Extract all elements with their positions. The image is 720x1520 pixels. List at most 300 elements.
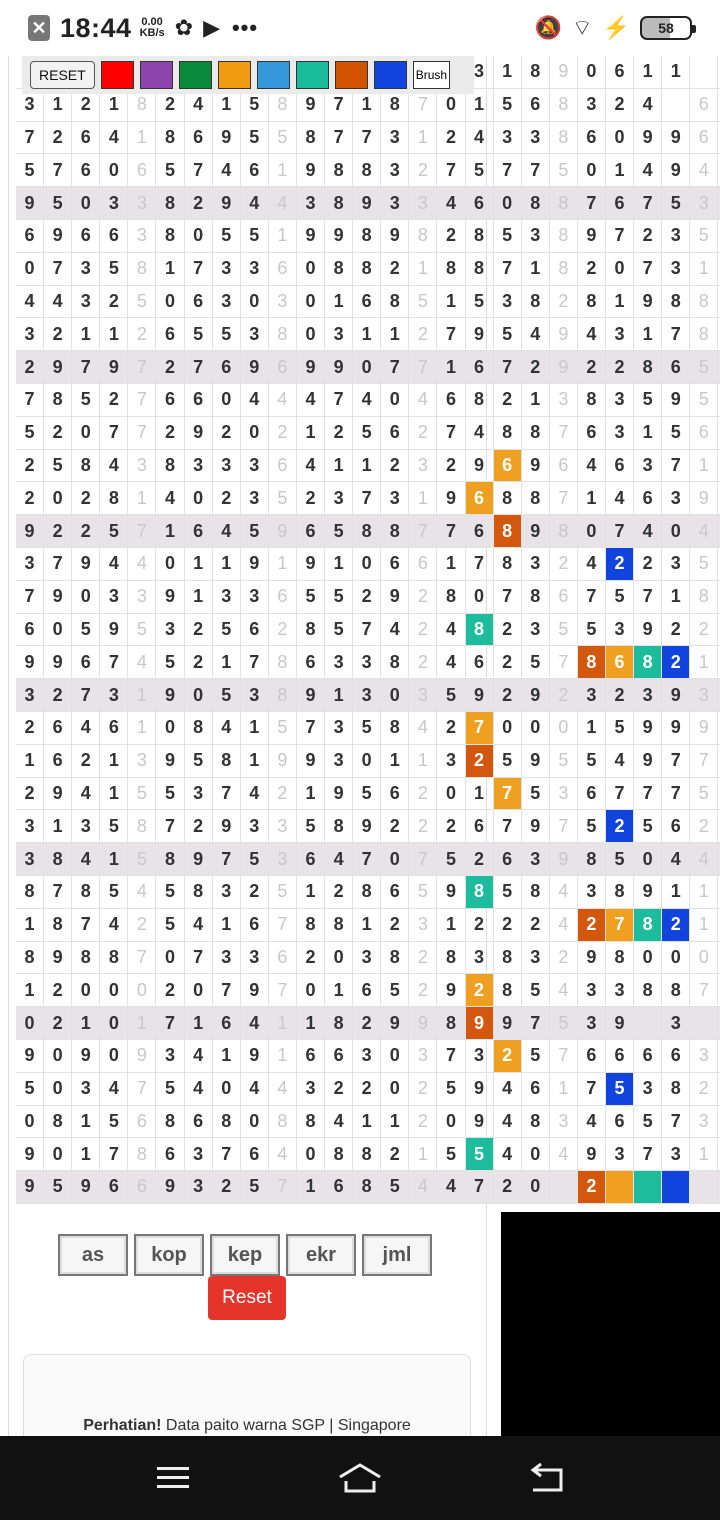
grid-cell[interactable]: 5 — [16, 417, 44, 449]
grid-cell[interactable]: 1 — [269, 1007, 297, 1039]
swatch-darkorange[interactable] — [335, 61, 368, 89]
grid-cell[interactable]: 6 — [466, 810, 494, 842]
grid-cell[interactable]: 2 — [690, 1073, 718, 1105]
grid-cell[interactable]: 2 — [578, 253, 606, 285]
swatch-blue[interactable] — [374, 61, 407, 89]
grid-cell[interactable]: 7 — [241, 646, 269, 678]
grid-cell[interactable]: 5 — [494, 876, 522, 908]
grid-cell[interactable]: 0 — [156, 548, 184, 580]
grid-cell[interactable]: 8 — [690, 318, 718, 350]
grid-cell[interactable]: 9 — [241, 1040, 269, 1072]
grid-cell[interactable]: 2 — [409, 778, 437, 810]
grid-cell[interactable]: 2 — [634, 220, 662, 252]
grid-cell[interactable]: 8 — [325, 253, 353, 285]
grid-cell[interactable]: 2 — [16, 778, 44, 810]
grid-cell[interactable]: 8 — [269, 679, 297, 711]
grid-cell[interactable]: 9 — [297, 220, 325, 252]
grid-cell[interactable]: 1 — [466, 778, 494, 810]
grid-cell[interactable]: 1 — [634, 417, 662, 449]
grid-cell[interactable]: 3 — [16, 843, 44, 875]
grid-cell[interactable]: 2 — [381, 810, 409, 842]
grid-cell[interactable]: 4 — [241, 1007, 269, 1039]
grid-cell[interactable]: 3 — [213, 450, 241, 482]
grid-cell[interactable]: 9 — [522, 745, 550, 777]
grid-cell[interactable]: 5 — [185, 745, 213, 777]
grid-cell[interactable]: 9 — [269, 515, 297, 547]
grid-cell[interactable]: 3 — [662, 1007, 690, 1039]
grid-cell[interactable]: 1 — [353, 318, 381, 350]
grid-cell[interactable]: 8 — [156, 122, 184, 154]
as-button[interactable]: as — [58, 1234, 128, 1276]
grid-cell[interactable]: 5 — [213, 220, 241, 252]
grid-cell[interactable]: 6 — [128, 154, 156, 186]
grid-cell[interactable]: 6 — [297, 646, 325, 678]
grid-cell[interactable]: 7 — [156, 1007, 184, 1039]
grid-cell[interactable]: 9 — [662, 154, 690, 186]
grid-cell[interactable]: 1 — [409, 253, 437, 285]
grid-cell[interactable]: 4 — [381, 614, 409, 646]
grid-cell[interactable]: 5 — [494, 318, 522, 350]
grid-cell[interactable]: 7 — [269, 974, 297, 1006]
grid-cell[interactable]: 6 — [213, 351, 241, 383]
grid-cell[interactable]: 9 — [297, 351, 325, 383]
grid-cell[interactable]: 6 — [269, 450, 297, 482]
grid-cell[interactable]: 8 — [72, 876, 100, 908]
grid-cell[interactable]: 9 — [156, 679, 184, 711]
grid-cell[interactable]: 6 — [269, 942, 297, 974]
grid-cell[interactable]: 2 — [550, 286, 578, 318]
grid-cell[interactable]: 6 — [466, 351, 494, 383]
grid-cell[interactable]: 3 — [213, 876, 241, 908]
grid-cell[interactable]: 5 — [662, 187, 690, 219]
grid-cell[interactable]: 9 — [690, 482, 718, 514]
grid-cell[interactable]: 3 — [128, 220, 156, 252]
grid-cell[interactable]: 7 — [213, 974, 241, 1006]
grid-cell[interactable]: 2 — [185, 187, 213, 219]
grid-cell[interactable]: 3 — [606, 417, 634, 449]
grid-cell[interactable]: 4 — [241, 384, 269, 416]
grid-cell[interactable]: 2 — [16, 482, 44, 514]
grid-cell[interactable]: 8 — [213, 745, 241, 777]
grid-cell[interactable]: 9 — [550, 843, 578, 875]
grid-cell[interactable]: 9 — [662, 712, 690, 744]
grid-cell[interactable]: 7 — [16, 384, 44, 416]
grid-cell[interactable]: 7 — [128, 384, 156, 416]
grid-cell[interactable]: 9 — [550, 318, 578, 350]
grid-cell[interactable]: 6 — [634, 482, 662, 514]
grid-cell[interactable]: 7 — [353, 614, 381, 646]
grid-cell[interactable]: 2 — [466, 974, 494, 1006]
grid-cell[interactable]: 5 — [100, 515, 128, 547]
grid-cell[interactable]: 2 — [297, 942, 325, 974]
grid-cell[interactable]: 5 — [241, 1171, 269, 1203]
grid-cell[interactable]: 5 — [213, 614, 241, 646]
grid-cell[interactable]: 9 — [381, 220, 409, 252]
grid-cell[interactable]: 6 — [550, 581, 578, 613]
grid-cell[interactable]: 2 — [550, 679, 578, 711]
grid-cell[interactable]: 9 — [297, 89, 325, 121]
grid-cell[interactable]: 3 — [185, 778, 213, 810]
grid-cell[interactable]: 6 — [466, 646, 494, 678]
grid-cell[interactable]: 8 — [550, 515, 578, 547]
grid-cell[interactable]: 7 — [44, 876, 72, 908]
grid-cell[interactable]: 9 — [437, 974, 465, 1006]
grid-cell[interactable]: 7 — [690, 974, 718, 1006]
grid-cell[interactable]: 6 — [185, 122, 213, 154]
grid-cell[interactable]: 3 — [522, 122, 550, 154]
grid-cell[interactable]: 0 — [72, 417, 100, 449]
grid-cell[interactable]: 5 — [634, 1106, 662, 1138]
grid-cell[interactable]: 0 — [381, 843, 409, 875]
grid-cell[interactable]: 5 — [100, 810, 128, 842]
grid-cell[interactable]: 2 — [128, 318, 156, 350]
grid-cell[interactable]: 3 — [353, 1040, 381, 1072]
grid-cell[interactable]: 9 — [522, 810, 550, 842]
grid-cell[interactable]: 1 — [522, 384, 550, 416]
grid-cell[interactable]: 7 — [213, 1138, 241, 1170]
kop-button[interactable]: kop — [134, 1234, 204, 1276]
grid-cell[interactable]: 4 — [437, 614, 465, 646]
grid-cell[interactable]: 4 — [213, 515, 241, 547]
grid-cell[interactable]: 1 — [353, 1106, 381, 1138]
grid-cell[interactable]: 1 — [353, 909, 381, 941]
grid-cell[interactable]: 3 — [128, 450, 156, 482]
grid-cell[interactable]: 4 — [128, 646, 156, 678]
grid-cell[interactable]: 5 — [522, 646, 550, 678]
grid-cell[interactable]: 9 — [156, 1171, 184, 1203]
grid-cell[interactable]: 3 — [325, 646, 353, 678]
grid-cell[interactable]: 8 — [550, 220, 578, 252]
grid-cell[interactable]: 2 — [72, 745, 100, 777]
grid-cell[interactable]: 7 — [662, 778, 690, 810]
grid-cell[interactable]: 1 — [185, 548, 213, 580]
grid-cell[interactable]: 5 — [44, 187, 72, 219]
grid-cell[interactable]: 6 — [325, 1171, 353, 1203]
grid-cell[interactable]: 1 — [100, 89, 128, 121]
grid-cell[interactable]: 2 — [269, 417, 297, 449]
grid-cell[interactable]: 3 — [353, 942, 381, 974]
grid-cell[interactable]: 8 — [44, 909, 72, 941]
grid-cell[interactable]: 2 — [353, 1073, 381, 1105]
grid-cell[interactable]: 9 — [466, 1106, 494, 1138]
grid-cell[interactable]: 5 — [690, 384, 718, 416]
grid-cell[interactable]: 2 — [606, 89, 634, 121]
grid-cell[interactable]: 8 — [494, 417, 522, 449]
grid-cell[interactable]: 9 — [241, 974, 269, 1006]
grid-cell[interactable]: 1 — [494, 56, 522, 88]
grid-cell[interactable]: 2 — [690, 614, 718, 646]
grid-cell[interactable]: 6 — [353, 286, 381, 318]
grid-cell[interactable]: 0 — [690, 942, 718, 974]
grid-cell[interactable]: 3 — [634, 450, 662, 482]
grid-cell[interactable]: 8 — [409, 220, 437, 252]
grid-cell[interactable]: 2 — [381, 1138, 409, 1170]
grid-cell[interactable]: 5 — [690, 351, 718, 383]
grid-cell[interactable]: 4 — [213, 154, 241, 186]
grid-cell[interactable]: 1 — [409, 745, 437, 777]
grid-cell[interactable]: 2 — [437, 810, 465, 842]
grid-cell[interactable]: 7 — [128, 515, 156, 547]
grid-cell[interactable]: 0 — [522, 1171, 550, 1203]
grid-cell[interactable]: 0 — [437, 1106, 465, 1138]
grid-cell[interactable]: 2 — [381, 253, 409, 285]
grid-cell[interactable]: 8 — [156, 1106, 184, 1138]
grid-cell[interactable]: 6 — [578, 1040, 606, 1072]
grid-cell[interactable]: 6 — [381, 876, 409, 908]
grid-cell[interactable]: 2 — [44, 122, 72, 154]
grid-cell[interactable]: 0 — [662, 942, 690, 974]
grid-cell[interactable]: 0 — [213, 384, 241, 416]
grid-cell[interactable]: 9 — [325, 778, 353, 810]
grid-cell[interactable]: 5 — [578, 745, 606, 777]
grid-cell[interactable]: 7 — [16, 581, 44, 613]
grid-cell[interactable]: 5 — [466, 286, 494, 318]
grid-cell[interactable]: 2 — [128, 909, 156, 941]
grid-cell[interactable]: 3 — [297, 1073, 325, 1105]
grid-cell[interactable]: 9 — [325, 220, 353, 252]
grid-cell[interactable]: 1 — [634, 318, 662, 350]
grid-cell[interactable]: 0 — [297, 974, 325, 1006]
grid-cell[interactable]: 9 — [16, 1171, 44, 1203]
grid-cell[interactable]: 7 — [606, 220, 634, 252]
grid-cell[interactable]: 2 — [578, 351, 606, 383]
grid-cell[interactable]: 3 — [185, 1171, 213, 1203]
grid-cell[interactable]: 0 — [72, 974, 100, 1006]
grid-cell[interactable]: 4 — [156, 482, 184, 514]
grid-cell[interactable]: 2 — [662, 614, 690, 646]
grid-cell[interactable]: 9 — [213, 187, 241, 219]
grid-cell[interactable]: 8 — [128, 810, 156, 842]
grid-cell[interactable]: 8 — [437, 581, 465, 613]
grid-cell[interactable]: 3 — [16, 548, 44, 580]
grid-cell[interactable]: 8 — [269, 1106, 297, 1138]
grid-cell[interactable]: 0 — [662, 515, 690, 547]
grid-cell[interactable]: 1 — [213, 1040, 241, 1072]
grid-cell[interactable]: 5 — [550, 1007, 578, 1039]
grid-cell[interactable]: 7 — [634, 253, 662, 285]
grid-cell[interactable] — [606, 1171, 634, 1203]
grid-cell[interactable]: 6 — [241, 154, 269, 186]
grid-cell[interactable]: 0 — [381, 679, 409, 711]
grid-cell[interactable]: 3 — [269, 843, 297, 875]
grid-cell[interactable]: 8 — [437, 253, 465, 285]
grid-cell[interactable] — [550, 1171, 578, 1203]
grid-cell[interactable]: 9 — [44, 942, 72, 974]
grid-cell[interactable]: 8 — [353, 253, 381, 285]
grid-cell[interactable]: 1 — [16, 974, 44, 1006]
grid-cell[interactable]: 5 — [353, 712, 381, 744]
grid-cell[interactable]: 5 — [156, 909, 184, 941]
grid-cell[interactable]: 8 — [437, 1007, 465, 1039]
grid-cell[interactable]: 1 — [185, 1007, 213, 1039]
grid-cell[interactable]: 3 — [72, 1073, 100, 1105]
grid-cell[interactable]: 0 — [353, 745, 381, 777]
grid-cell[interactable]: 0 — [550, 712, 578, 744]
grid-cell[interactable]: 6 — [353, 974, 381, 1006]
grid-cell[interactable]: 8 — [634, 646, 662, 678]
grid-cell[interactable]: 5 — [578, 810, 606, 842]
grid-cell[interactable]: 4 — [128, 876, 156, 908]
grid-cell[interactable]: 5 — [241, 89, 269, 121]
grid-cell[interactable]: 0 — [606, 122, 634, 154]
grid-cell[interactable]: 9 — [269, 745, 297, 777]
grid-cell[interactable]: 4 — [185, 909, 213, 941]
grid-cell[interactable]: 6 — [578, 778, 606, 810]
grid-cell[interactable]: 3 — [241, 942, 269, 974]
grid-cell[interactable]: 2 — [409, 942, 437, 974]
grid-cell[interactable]: 7 — [72, 909, 100, 941]
grid-cell[interactable]: 2 — [16, 712, 44, 744]
grid-cell[interactable]: 8 — [128, 89, 156, 121]
grid-cell[interactable]: 8 — [325, 1138, 353, 1170]
grid-cell[interactable]: 3 — [128, 187, 156, 219]
grid-cell[interactable]: 2 — [16, 351, 44, 383]
grid-cell[interactable]: 3 — [662, 253, 690, 285]
swatch-green[interactable] — [179, 61, 212, 89]
grid-cell[interactable]: 1 — [606, 154, 634, 186]
grid-cell[interactable]: 6 — [325, 1040, 353, 1072]
grid-cell[interactable]: 0 — [381, 1073, 409, 1105]
grid-cell[interactable]: 3 — [409, 450, 437, 482]
grid-cell[interactable]: 1 — [241, 745, 269, 777]
grid-cell[interactable]: 5 — [269, 712, 297, 744]
grid-cell[interactable]: 8 — [466, 384, 494, 416]
grid-cell[interactable]: 9 — [16, 1040, 44, 1072]
grid-cell[interactable]: 3 — [409, 1040, 437, 1072]
grid-cell[interactable]: 9 — [44, 646, 72, 678]
grid-cell[interactable]: 1 — [466, 89, 494, 121]
grid-cell[interactable]: 9 — [437, 482, 465, 514]
grid-cell[interactable]: 4 — [437, 1171, 465, 1203]
grid-cell[interactable]: 2 — [466, 843, 494, 875]
grid-cell[interactable]: 4 — [634, 515, 662, 547]
grid-cell[interactable]: 1 — [606, 286, 634, 318]
grid-cell[interactable]: 8 — [325, 154, 353, 186]
grid-cell[interactable]: 8 — [466, 876, 494, 908]
grid-cell[interactable]: 0 — [325, 942, 353, 974]
grid-cell[interactable]: 2 — [241, 876, 269, 908]
grid-cell[interactable]: 5 — [325, 614, 353, 646]
grid-cell[interactable]: 5 — [44, 450, 72, 482]
grid-cell[interactable]: 5 — [522, 1040, 550, 1072]
grid-cell[interactable]: 4 — [550, 974, 578, 1006]
grid-cell[interactable]: 3 — [409, 679, 437, 711]
grid-cell[interactable]: 5 — [156, 876, 184, 908]
web-page[interactable] — [0, 56, 720, 1436]
grid-cell[interactable]: 7 — [185, 942, 213, 974]
grid-cell[interactable]: 7 — [72, 351, 100, 383]
grid-cell[interactable]: 1 — [578, 712, 606, 744]
grid-cell[interactable]: 4 — [409, 712, 437, 744]
grid-cell[interactable]: 5 — [325, 515, 353, 547]
grid-cell[interactable]: 7 — [466, 1171, 494, 1203]
grid-cell[interactable]: 9 — [44, 351, 72, 383]
grid-cell[interactable]: 2 — [409, 318, 437, 350]
grid-cell[interactable]: 9 — [550, 56, 578, 88]
grid-cell[interactable]: 7 — [213, 778, 241, 810]
grid-cell[interactable]: 0 — [72, 581, 100, 613]
grid-cell[interactable]: 2 — [690, 810, 718, 842]
grid-cell[interactable]: 5 — [213, 679, 241, 711]
grid-cell[interactable]: 7 — [269, 1171, 297, 1203]
grid-cell[interactable]: 3 — [578, 876, 606, 908]
grid-cell[interactable]: 0 — [185, 482, 213, 514]
grid-cell[interactable]: 8 — [353, 154, 381, 186]
grid-cell[interactable]: 1 — [522, 253, 550, 285]
grid-cell[interactable]: 7 — [662, 318, 690, 350]
grid-cell[interactable]: 5 — [606, 581, 634, 613]
grid-cell[interactable]: 7 — [325, 89, 353, 121]
grid-cell[interactable]: 2 — [466, 909, 494, 941]
grid-cell[interactable]: 7 — [297, 712, 325, 744]
grid-cell[interactable]: 7 — [100, 417, 128, 449]
grid-cell[interactable]: 7 — [409, 843, 437, 875]
grid-cell[interactable]: 1 — [409, 482, 437, 514]
grid-cell[interactable]: 2 — [72, 89, 100, 121]
grid-cell[interactable]: 1 — [269, 154, 297, 186]
grid-cell[interactable]: 2 — [381, 450, 409, 482]
grid-cell[interactable]: 8 — [550, 122, 578, 154]
grid-cell[interactable]: 1 — [325, 450, 353, 482]
grid-cell[interactable]: 1 — [72, 1007, 100, 1039]
grid-cell[interactable]: 1 — [381, 318, 409, 350]
grid-cell[interactable]: 2 — [409, 614, 437, 646]
grid-cell[interactable]: 8 — [16, 942, 44, 974]
grid-cell[interactable]: 2 — [494, 909, 522, 941]
grid-cell[interactable]: 0 — [156, 286, 184, 318]
grid-cell[interactable]: 7 — [185, 351, 213, 383]
grid-cell[interactable]: 0 — [100, 974, 128, 1006]
grid-cell[interactable]: 6 — [606, 450, 634, 482]
grid-cell[interactable]: 9 — [634, 286, 662, 318]
grid-cell[interactable]: 3 — [269, 286, 297, 318]
grid-cell[interactable]: 2 — [494, 646, 522, 678]
grid-cell[interactable]: 7 — [128, 942, 156, 974]
grid-cell[interactable]: 0 — [634, 843, 662, 875]
grid-cell[interactable]: 9 — [297, 679, 325, 711]
grid-cell[interactable]: 3 — [466, 1040, 494, 1072]
grid-cell[interactable]: 8 — [522, 1106, 550, 1138]
grid-cell[interactable]: 3 — [606, 614, 634, 646]
grid-cell[interactable]: 3 — [241, 482, 269, 514]
grid-cell[interactable]: 1 — [437, 286, 465, 318]
grid-cell[interactable]: 9 — [72, 1171, 100, 1203]
grid-cell[interactable]: 5 — [44, 1171, 72, 1203]
grid-cell[interactable]: 6 — [241, 1138, 269, 1170]
grid-cell[interactable]: 7 — [494, 154, 522, 186]
grid-cell[interactable]: 2 — [606, 679, 634, 711]
grid-cell[interactable]: 8 — [522, 187, 550, 219]
grid-cell[interactable]: 9 — [634, 876, 662, 908]
grid-cell[interactable]: 3 — [381, 122, 409, 154]
grid-cell[interactable]: 2 — [353, 1007, 381, 1039]
grid-cell[interactable]: 6 — [156, 318, 184, 350]
grid-cell[interactable]: 6 — [100, 220, 128, 252]
grid-cell[interactable]: 2 — [185, 646, 213, 678]
grid-cell[interactable]: 1 — [128, 712, 156, 744]
grid-cell[interactable]: 2 — [522, 351, 550, 383]
grid-cell[interactable]: 9 — [213, 810, 241, 842]
grid-cell[interactable]: 1 — [353, 89, 381, 121]
grid-cell[interactable]: 3 — [662, 548, 690, 580]
grid-cell[interactable]: 3 — [156, 614, 184, 646]
grid-cell[interactable]: 4 — [578, 1106, 606, 1138]
grid-cell[interactable]: 0 — [100, 1007, 128, 1039]
grid-cell[interactable]: 8 — [128, 253, 156, 285]
grid-cell[interactable]: 1 — [100, 778, 128, 810]
grid-cell[interactable]: 0 — [297, 318, 325, 350]
grid-cell[interactable]: 8 — [381, 942, 409, 974]
